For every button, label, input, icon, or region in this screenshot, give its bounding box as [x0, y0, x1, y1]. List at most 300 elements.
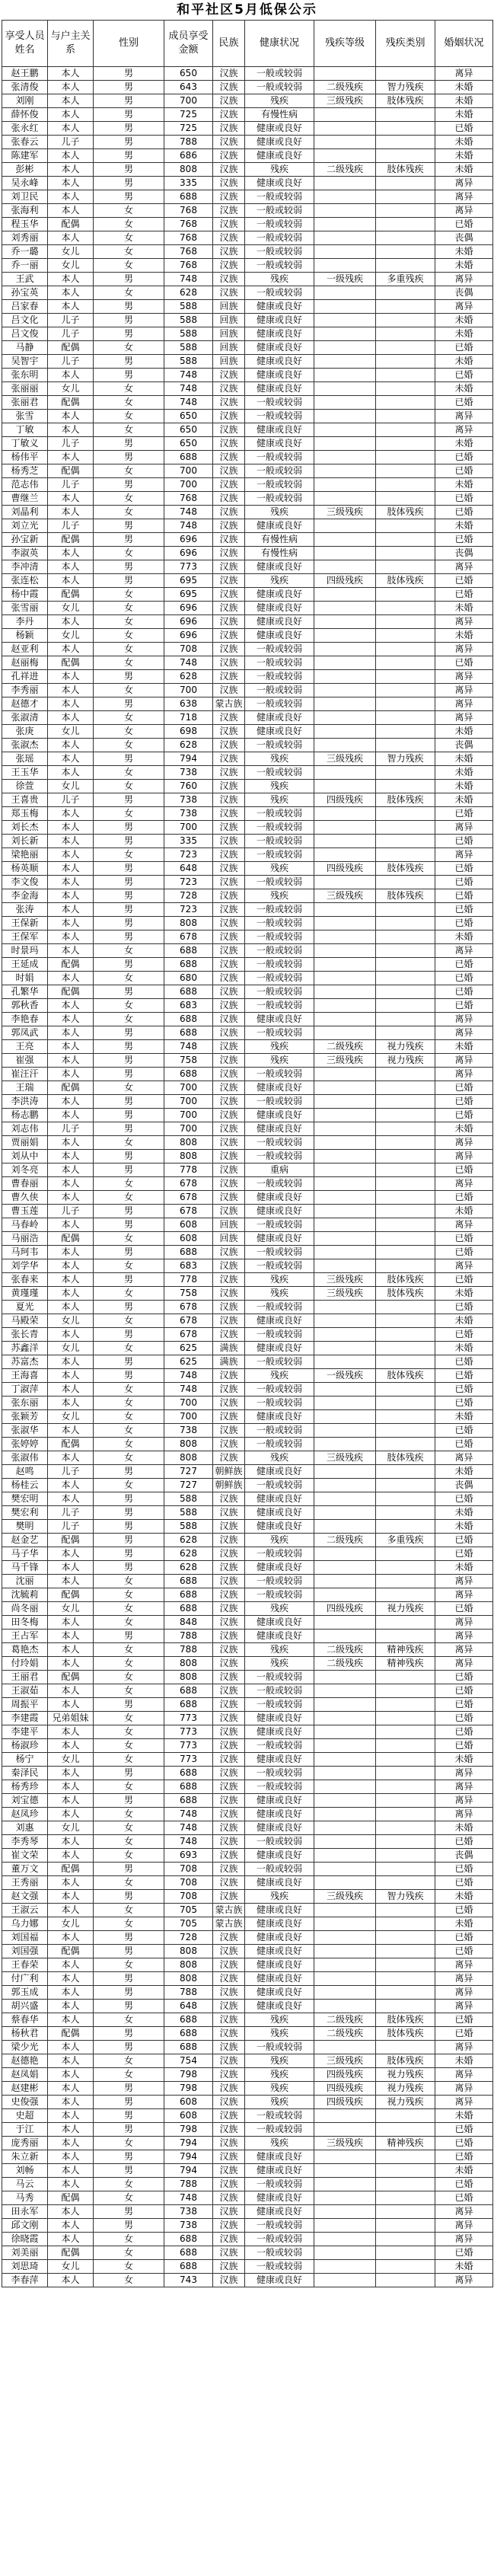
cell-ethnicity: 汉族: [213, 588, 245, 602]
cell-ethnicity: 汉族: [213, 1767, 245, 1780]
cell-dis-level: [314, 670, 376, 684]
cell-ethnicity: 汉族: [213, 382, 245, 396]
cell-name: 陈建军: [2, 149, 48, 163]
cell-health: 有慢性病: [245, 533, 314, 547]
cell-name: 刘宝德: [2, 1794, 48, 1808]
cell-health: 一般或较弱: [245, 656, 314, 670]
cell-amount: 718: [164, 711, 213, 725]
table-row: [2, 286, 493, 300]
cell-amount: 683: [164, 999, 213, 1013]
cell-marital: 离异: [435, 615, 493, 629]
cell-dis-level: [314, 478, 376, 492]
cell-name: 吕文化: [2, 314, 48, 327]
cell-amount: 696: [164, 615, 213, 629]
cell-gender: 男: [94, 1931, 164, 1945]
header-relation: 与户主关系: [48, 21, 94, 67]
cell-amount: 768: [164, 245, 213, 259]
cell-amount: 688: [164, 451, 213, 464]
cell-marital: 已婚: [435, 1369, 493, 1383]
cell-health: 一般或较弱: [245, 903, 314, 917]
cell-relation: 本人: [48, 423, 94, 437]
cell-dis-type: [376, 519, 435, 533]
cell-ethnicity: 汉族: [213, 752, 245, 766]
cell-name: 丁敏义: [2, 437, 48, 451]
cell-amount: 628: [164, 286, 213, 300]
cell-relation: 女儿: [48, 1342, 94, 1355]
cell-relation: 配偶: [48, 2246, 94, 2260]
cell-gender: 男: [94, 1698, 164, 1712]
cell-health: 健康或良好: [245, 519, 314, 533]
cell-amount: 808: [164, 1972, 213, 1986]
cell-amount: 678: [164, 1205, 213, 1218]
cell-ethnicity: 汉族: [213, 780, 245, 793]
cell-relation: 本人: [48, 2137, 94, 2150]
table-row: [2, 848, 493, 862]
cell-ethnicity: 汉族: [213, 1424, 245, 1438]
table-row: [2, 1588, 493, 1602]
cell-dis-level: [314, 136, 376, 149]
cell-amount: 748: [164, 369, 213, 382]
cell-name: 田永军: [2, 2205, 48, 2219]
cell-name: 苏鑫洋: [2, 1342, 48, 1355]
cell-dis-type: [376, 1712, 435, 1725]
cell-health: 残疾: [245, 2054, 314, 2068]
cell-amount: 628: [164, 1561, 213, 1575]
cell-dis-level: [314, 1958, 376, 1972]
table-row: [2, 410, 493, 423]
cell-relation: 本人: [48, 1451, 94, 1465]
cell-relation: 本人: [48, 944, 94, 958]
cell-dis-level: [314, 1013, 376, 1026]
cell-health: 健康或良好: [245, 1314, 314, 1328]
cell-name: 沈丽: [2, 1575, 48, 1588]
cell-dis-type: [376, 1136, 435, 1150]
cell-amount: 696: [164, 629, 213, 643]
cell-dis-type: 肢体残疾: [376, 862, 435, 876]
cell-amount: 700: [164, 464, 213, 478]
cell-dis-level: [314, 1904, 376, 1917]
cell-amount: 688: [164, 1013, 213, 1026]
cell-relation: 本人: [48, 177, 94, 190]
table-row: [2, 423, 493, 437]
cell-gender: 男: [94, 2164, 164, 2178]
cell-amount: 723: [164, 903, 213, 917]
cell-gender: 女: [94, 780, 164, 793]
cell-health: 一般或较弱: [245, 848, 314, 862]
cell-health: 一般或较弱: [245, 1397, 314, 1410]
cell-marital: 已婚: [435, 122, 493, 136]
cell-dis-type: [376, 1218, 435, 1232]
cell-ethnicity: 汉族: [213, 1671, 245, 1684]
cell-ethnicity: 汉族: [213, 2150, 245, 2164]
cell-amount: 693: [164, 1849, 213, 1863]
cell-dis-type: 精神残疾: [376, 2137, 435, 2150]
table-row: [2, 972, 493, 985]
cell-health: 一般或较弱: [245, 1835, 314, 1849]
cell-amount: 588: [164, 314, 213, 327]
cell-amount: 588: [164, 1520, 213, 1534]
cell-name: 吕文俊: [2, 327, 48, 341]
table-row: [2, 1369, 493, 1383]
cell-ethnicity: 汉族: [213, 1780, 245, 1794]
cell-dis-level: 一级残疾: [314, 273, 376, 286]
table-row: [2, 1259, 493, 1273]
cell-marital: 离异: [435, 1259, 493, 1273]
cell-gender: 男: [94, 1534, 164, 1547]
cell-name: 尚冬丽: [2, 1602, 48, 1616]
cell-amount: 688: [164, 944, 213, 958]
table-row: [2, 204, 493, 218]
cell-ethnicity: 汉族: [213, 218, 245, 231]
cell-name: 李建平: [2, 1725, 48, 1739]
cell-relation: 儿子: [48, 437, 94, 451]
cell-dis-type: 视力残疾: [376, 1054, 435, 1068]
cell-name: 王亮: [2, 1040, 48, 1054]
cell-marital: 未婚: [435, 629, 493, 643]
cell-dis-type: [376, 1616, 435, 1630]
cell-ethnicity: 汉族: [213, 177, 245, 190]
cell-amount: 696: [164, 602, 213, 615]
cell-dis-level: [314, 1068, 376, 1081]
cell-marital: 未婚: [435, 1410, 493, 1424]
cell-amount: 628: [164, 1547, 213, 1561]
cell-dis-level: 二级残疾: [314, 1643, 376, 1657]
cell-dis-type: [376, 766, 435, 780]
cell-relation: 配偶: [48, 1588, 94, 1602]
cell-relation: 本人: [48, 81, 94, 94]
cell-amount: 588: [164, 341, 213, 355]
cell-relation: 配偶: [48, 1232, 94, 1246]
table-row: [2, 1026, 493, 1040]
cell-ethnicity: 汉族: [213, 67, 245, 81]
cell-gender: 男: [94, 81, 164, 94]
cell-health: 残疾: [245, 1040, 314, 1054]
cell-relation: 本人: [48, 1040, 94, 1054]
cell-health: 健康或良好: [245, 2191, 314, 2205]
cell-amount: 778: [164, 1273, 213, 1287]
cell-ethnicity: 汉族: [213, 615, 245, 629]
cell-gender: 女: [94, 1136, 164, 1150]
cell-marital: 丧偶: [435, 739, 493, 752]
table-row: [2, 1424, 493, 1438]
cell-name: 杨秀珍: [2, 1780, 48, 1794]
cell-dis-level: [314, 766, 376, 780]
cell-marital: 离异: [435, 2219, 493, 2233]
cell-dis-level: [314, 930, 376, 944]
cell-dis-level: [314, 944, 376, 958]
cell-relation: 女儿: [48, 725, 94, 739]
cell-health: 健康或良好: [245, 1232, 314, 1246]
cell-relation: 配偶: [48, 341, 94, 355]
cell-amount: 700: [164, 1397, 213, 1410]
cell-dis-level: [314, 1506, 376, 1520]
cell-marital: 已婚: [435, 506, 493, 519]
cell-gender: 女: [94, 245, 164, 259]
cell-dis-type: [376, 725, 435, 739]
cell-ethnicity: 汉族: [213, 1931, 245, 1945]
cell-health: 一般或较弱: [245, 478, 314, 492]
cell-dis-type: [376, 1972, 435, 1986]
cell-dis-level: [314, 643, 376, 656]
cell-relation: 本人: [48, 697, 94, 711]
table-row: [2, 382, 493, 396]
cell-amount: 608: [164, 1218, 213, 1232]
cell-dis-level: [314, 245, 376, 259]
cell-gender: 男: [94, 876, 164, 889]
cell-health: 健康或良好: [245, 1725, 314, 1739]
cell-dis-type: [376, 1725, 435, 1739]
cell-marital: 未婚: [435, 108, 493, 122]
cell-amount: 788: [164, 136, 213, 149]
cell-dis-level: [314, 917, 376, 930]
low-income-table: [2, 20, 493, 2287]
cell-ethnicity: 汉族: [213, 739, 245, 752]
cell-dis-level: [314, 1081, 376, 1095]
cell-name: 乌力娜: [2, 1917, 48, 1931]
cell-health: 健康或良好: [245, 1972, 314, 1986]
cell-ethnicity: 汉族: [213, 711, 245, 725]
cell-gender: 男: [94, 793, 164, 807]
cell-amount: 738: [164, 766, 213, 780]
cell-dis-level: [314, 848, 376, 862]
cell-gender: 女: [94, 2178, 164, 2191]
cell-relation: 本人: [48, 2150, 94, 2164]
table-row: [2, 1657, 493, 1671]
cell-relation: 女儿: [48, 1602, 94, 1616]
cell-amount: 738: [164, 807, 213, 821]
cell-ethnicity: 汉族: [213, 684, 245, 697]
cell-dis-level: [314, 218, 376, 231]
cell-dis-type: [376, 1410, 435, 1424]
cell-dis-type: [376, 1561, 435, 1575]
cell-marital: 未婚: [435, 1506, 493, 1520]
cell-gender: 女: [94, 739, 164, 752]
cell-dis-type: [376, 917, 435, 930]
cell-dis-type: 肢体残疾: [376, 1287, 435, 1301]
cell-dis-level: [314, 1479, 376, 1492]
cell-name: 马丽浩: [2, 1232, 48, 1246]
cell-health: 一般或较弱: [245, 2041, 314, 2054]
cell-ethnicity: 汉族: [213, 629, 245, 643]
cell-name: 刘学华: [2, 1259, 48, 1273]
cell-ethnicity: 汉族: [213, 1205, 245, 1218]
table-row: [2, 656, 493, 670]
cell-name: 张长青: [2, 1328, 48, 1342]
cell-name: 杨淑珍: [2, 1739, 48, 1753]
cell-dis-type: [376, 2109, 435, 2123]
cell-health: 一般或较弱: [245, 1479, 314, 1492]
cell-amount: 628: [164, 739, 213, 752]
cell-dis-level: [314, 1616, 376, 1630]
cell-relation: 本人: [48, 67, 94, 81]
cell-gender: 男: [94, 1630, 164, 1643]
cell-name: 王武: [2, 273, 48, 286]
cell-dis-type: [376, 1698, 435, 1712]
cell-name: 曹春丽: [2, 1177, 48, 1191]
cell-dis-type: [376, 944, 435, 958]
cell-gender: 男: [94, 1986, 164, 2000]
table-row: [2, 369, 493, 382]
table-row: [2, 218, 493, 231]
cell-marital: 已婚: [435, 1081, 493, 1095]
cell-relation: 儿子: [48, 1506, 94, 1520]
cell-marital: 已婚: [435, 1424, 493, 1438]
cell-gender: 男: [94, 1506, 164, 1520]
cell-amount: 808: [164, 1657, 213, 1671]
cell-dis-level: 三级残疾: [314, 2054, 376, 2068]
cell-marital: 未婚: [435, 81, 493, 94]
cell-name: 杨颖: [2, 629, 48, 643]
cell-amount: 794: [164, 2164, 213, 2178]
cell-health: 健康或良好: [245, 1561, 314, 1575]
cell-ethnicity: 汉族: [213, 1821, 245, 1835]
cell-marital: 未婚: [435, 1122, 493, 1136]
cell-marital: 离异: [435, 423, 493, 437]
cell-marital: 未婚: [435, 245, 493, 259]
cell-amount: 688: [164, 2260, 213, 2274]
cell-dis-type: [376, 903, 435, 917]
cell-ethnicity: 汉族: [213, 1712, 245, 1725]
cell-health: 一般或较弱: [245, 2246, 314, 2260]
table-row: [2, 492, 493, 506]
cell-health: 健康或良好: [245, 1904, 314, 1917]
page-title: 和平社区5月低保公示: [177, 2, 317, 18]
cell-marital: 离异: [435, 1026, 493, 1040]
cell-marital: 离异: [435, 2082, 493, 2096]
cell-dis-type: [376, 67, 435, 81]
cell-dis-type: [376, 1794, 435, 1808]
cell-relation: 本人: [48, 273, 94, 286]
cell-amount: 695: [164, 588, 213, 602]
cell-amount: 688: [164, 1026, 213, 1040]
cell-gender: 女: [94, 999, 164, 1013]
cell-ethnicity: 汉族: [213, 2041, 245, 2054]
table-row: [2, 1451, 493, 1465]
cell-ethnicity: 汉族: [213, 793, 245, 807]
cell-marital: 已婚: [435, 588, 493, 602]
cell-name: 赵王鹏: [2, 67, 48, 81]
cell-marital: 未婚: [435, 2164, 493, 2178]
cell-relation: 本人: [48, 1164, 94, 1177]
cell-dis-type: [376, 1342, 435, 1355]
cell-health: 健康或良好: [245, 725, 314, 739]
cell-name: 杨宁: [2, 1753, 48, 1767]
cell-dis-type: [376, 2219, 435, 2233]
cell-marital: 已婚: [435, 862, 493, 876]
cell-health: 健康或良好: [245, 355, 314, 369]
cell-name: 马秀: [2, 2191, 48, 2205]
cell-relation: 本人: [48, 1246, 94, 1259]
cell-marital: 离异: [435, 2068, 493, 2082]
cell-relation: 女儿: [48, 259, 94, 273]
cell-relation: 本人: [48, 2205, 94, 2219]
cell-marital: 未婚: [435, 259, 493, 273]
cell-name: 马云: [2, 2178, 48, 2191]
table-row: [2, 862, 493, 876]
cell-name: 崔汪汗: [2, 1068, 48, 1081]
cell-health: 健康或良好: [245, 382, 314, 396]
cell-name: 薛怀俊: [2, 108, 48, 122]
cell-health: 一般或较弱: [245, 821, 314, 835]
cell-dis-type: [376, 602, 435, 615]
cell-ethnicity: 汉族: [213, 1547, 245, 1561]
cell-dis-type: [376, 2246, 435, 2260]
cell-health: 一般或较弱: [245, 259, 314, 273]
cell-relation: 配偶: [48, 656, 94, 670]
table-row: [2, 684, 493, 697]
cell-health: 健康或良好: [245, 437, 314, 451]
cell-health: 健康或良好: [245, 1753, 314, 1767]
cell-amount: 588: [164, 1506, 213, 1520]
cell-name: 杨秋君: [2, 2027, 48, 2041]
cell-relation: 配偶: [48, 985, 94, 999]
cell-amount: 588: [164, 355, 213, 369]
cell-health: 残疾: [245, 1287, 314, 1301]
table-row: [2, 1917, 493, 1931]
cell-dis-type: [376, 2205, 435, 2219]
cell-gender: 男: [94, 903, 164, 917]
cell-ethnicity: 汉族: [213, 930, 245, 944]
cell-dis-type: [376, 1026, 435, 1040]
cell-dis-level: 二级残疾: [314, 1040, 376, 1054]
cell-relation: 本人: [48, 1630, 94, 1643]
table-row: [2, 670, 493, 684]
cell-relation: 本人: [48, 1259, 94, 1273]
cell-dis-level: [314, 1424, 376, 1438]
cell-relation: 本人: [48, 972, 94, 985]
cell-dis-type: [376, 1520, 435, 1534]
cell-dis-level: 三级残疾: [314, 1890, 376, 1904]
cell-dis-level: [314, 560, 376, 574]
cell-relation: 本人: [48, 615, 94, 629]
cell-dis-level: 二级残疾: [314, 81, 376, 94]
cell-name: 张海利: [2, 204, 48, 218]
cell-amount: 808: [164, 163, 213, 177]
cell-marital: 已婚: [435, 369, 493, 382]
cell-dis-level: [314, 2191, 376, 2205]
table-row: [2, 1863, 493, 1876]
cell-gender: 女: [94, 1671, 164, 1684]
cell-relation: 女儿: [48, 780, 94, 793]
cell-marital: 未婚: [435, 1520, 493, 1534]
cell-marital: 已婚: [435, 2137, 493, 2150]
cell-health: 一般或较弱: [245, 1328, 314, 1342]
cell-dis-type: [376, 1821, 435, 1835]
cell-name: 王喜贵: [2, 793, 48, 807]
cell-dis-type: 肢体残疾: [376, 1273, 435, 1287]
table-row: [2, 1684, 493, 1698]
cell-ethnicity: 朝鲜族: [213, 1465, 245, 1479]
cell-ethnicity: 汉族: [213, 1835, 245, 1849]
cell-dis-level: [314, 1492, 376, 1506]
cell-gender: 女: [94, 1835, 164, 1849]
cell-dis-type: [376, 656, 435, 670]
cell-name: 赵德艳: [2, 2054, 48, 2068]
cell-relation: 本人: [48, 149, 94, 163]
cell-name: 张庚: [2, 725, 48, 739]
cell-health: 健康或良好: [245, 629, 314, 643]
cell-name: 李建霞: [2, 1712, 48, 1725]
cell-gender: 女: [94, 1397, 164, 1410]
cell-dis-type: [376, 1671, 435, 1684]
cell-dis-level: [314, 369, 376, 382]
cell-marital: 未婚: [435, 1821, 493, 1835]
cell-health: 一般或较弱: [245, 2123, 314, 2137]
table-row: [2, 355, 493, 369]
cell-ethnicity: 汉族: [213, 643, 245, 656]
cell-relation: 儿子: [48, 1520, 94, 1534]
cell-dis-type: [376, 231, 435, 245]
